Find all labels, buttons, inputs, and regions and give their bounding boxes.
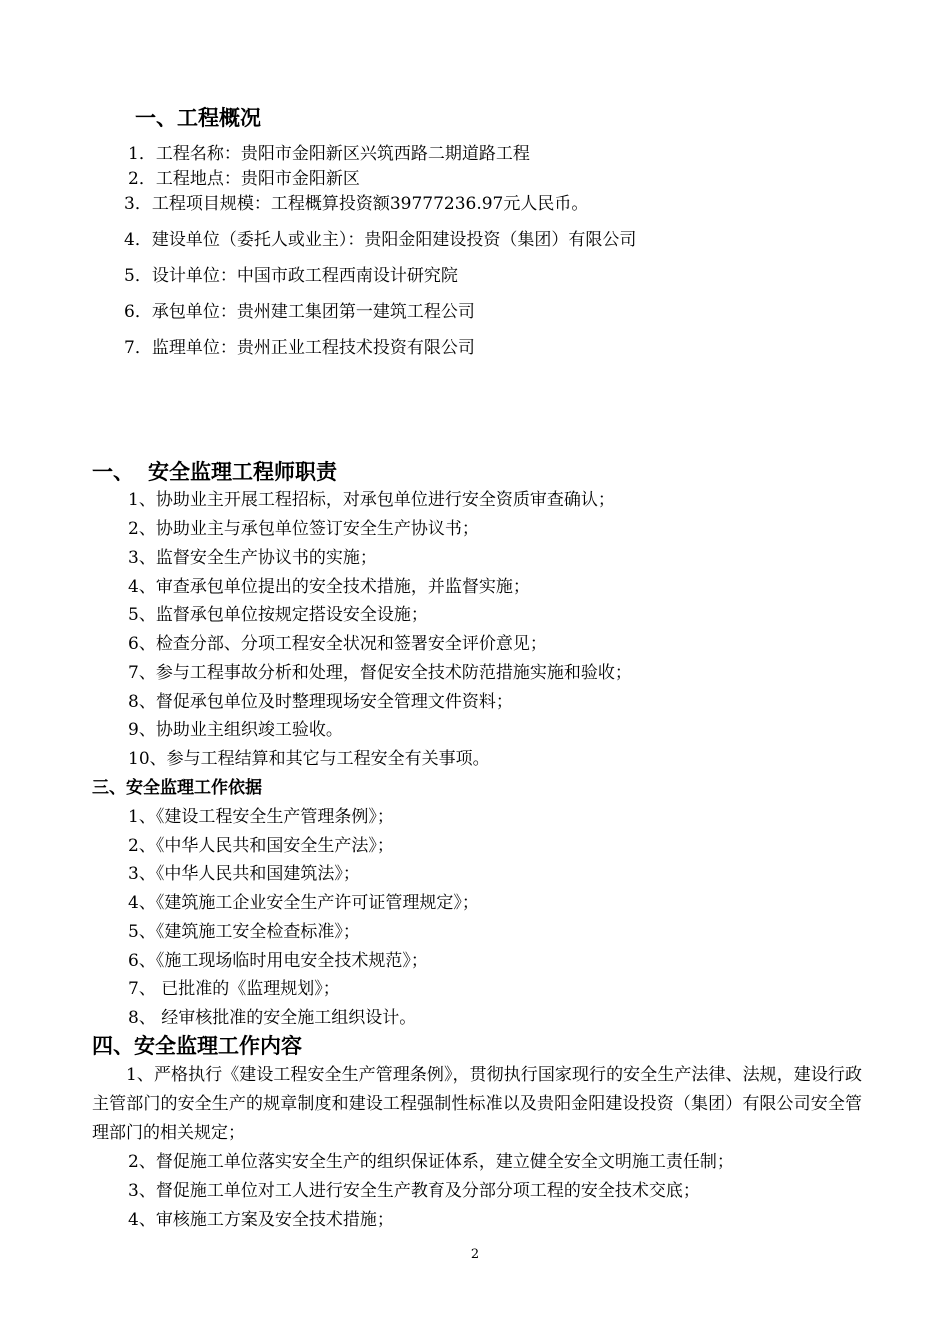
list-item: 6、检查分部、分项工程安全状况和签署安全评价意见； [128,634,547,654]
list-item: 4、审查承包单位提出的安全技术措施，并监督实施； [128,577,530,597]
list-item: 9、协助业主组织竣工验收。 [128,720,343,740]
section-4-paragraph: 1、严格执行《建设工程安全生产管理条例》，贯彻执行国家现行的安全生产法律、法规，建设行政主管部门的安全生产的规章制度和建设工程强制性标准以及贵阳金阳建设投资（集团）有限公司安全管理部门的相关规定； [92,1065,862,1143]
list-item: 6．承包单位：贵州建工集团第一建筑工程公司 [124,302,475,322]
list-item: 3、《中华人民共和国建筑法》； [128,864,360,884]
section-3-title: 三、安全监理工作依据 [92,778,262,798]
list-item: 4、《建筑施工企业安全生产许可证管理规定》； [128,893,479,913]
list-item: 4．建设单位（委托人或业主）：贵阳金阳建设投资（集团）有限公司 [124,230,637,250]
list-item: 5．设计单位：中国市政工程西南设计研究院 [124,266,458,286]
list-item: 7、参与工程事故分析和处理，督促安全技术防范措施实施和验收； [128,663,632,683]
list-item: 3、督促施工单位对工人进行安全生产教育及分部分项工程的安全技术交底； [128,1181,700,1201]
list-item: 4、审核施工方案及安全技术措施； [128,1210,394,1230]
list-item: 2、督促施工单位落实安全生产的组织保证体系，建立健全安全文明施工责任制； [128,1152,734,1172]
section-2-title: 安全监理工程师职责 [148,460,337,484]
list-item: 3、监督安全生产协议书的实施； [128,548,377,568]
list-item: 8、 经审核批准的安全施工组织设计。 [128,1008,417,1028]
list-item: 6、《施工现场临时用电安全技术规范》； [128,951,428,971]
list-item: 8、督促承包单位及时整理现场安全管理文件资料； [128,692,513,712]
list-item: 1．工程名称：贵阳市金阳新区兴筑西路二期道路工程 [128,144,530,164]
list-item: 3．工程项目规模：工程概算投资额39777236.97元人民币。 [124,194,589,214]
list-item: 2、《中华人民共和国安全生产法》； [128,836,394,856]
list-item: 1、协助业主开展工程招标，对承包单位进行安全资质审查确认； [128,490,615,510]
list-item: 7、 已批准的《监理规划》； [128,979,340,999]
list-item: 10、参与工程结算和其它与工程安全有关事项。 [128,749,490,769]
list-item: 1、《建设工程安全生产管理条例》； [128,807,394,827]
list-item: 2、协助业主与承包单位签订安全生产协议书； [128,519,479,539]
section-4-title: 四、安全监理工作内容 [92,1034,302,1058]
list-item: 5、监督承包单位按规定搭设安全设施； [128,605,428,625]
page-number: 2 [470,1247,480,1262]
list-item: 7．监理单位：贵州正业工程技术投资有限公司 [124,338,475,358]
section-1-title: 一、工程概况 [135,106,261,130]
list-item: 5、《建筑施工安全检查标准》； [128,922,360,942]
section-2-number: 一、 [92,460,134,484]
list-item: 2．工程地点：贵阳市金阳新区 [128,169,360,189]
